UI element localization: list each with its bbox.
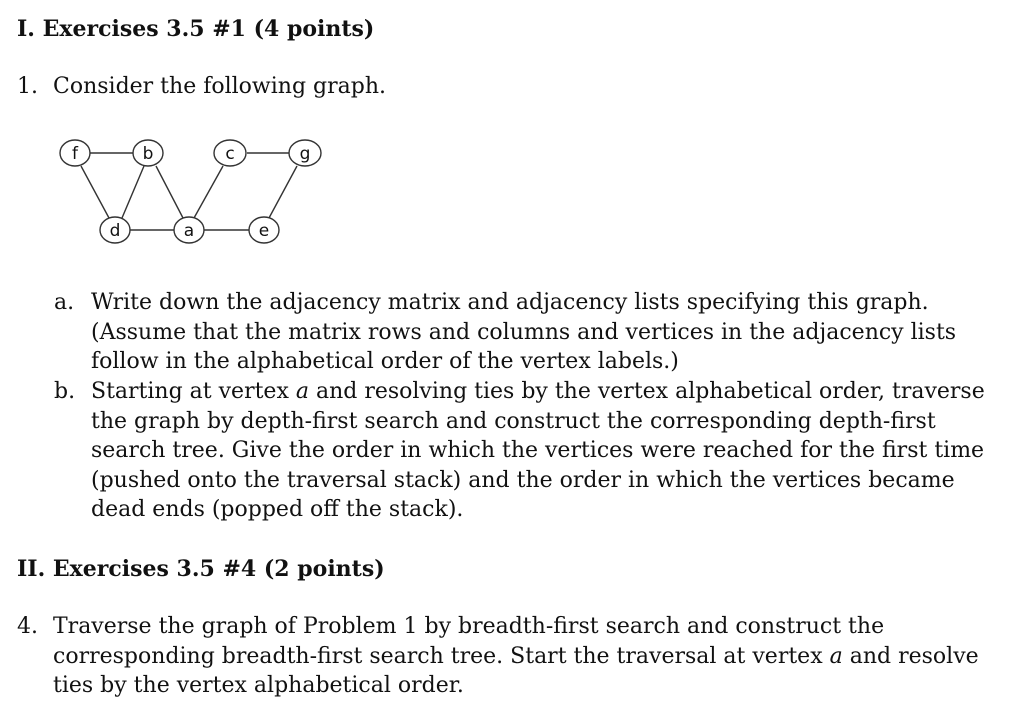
part-a-label: a. bbox=[54, 290, 75, 315]
problem-4-vertex-var: a bbox=[829, 643, 843, 669]
vertex-d: d bbox=[109, 221, 121, 241]
section-2-heading: II. Exercises 3.5 #4 (2 points) bbox=[17, 556, 385, 582]
vertex-a: a bbox=[183, 221, 195, 241]
vertex-f: f bbox=[72, 144, 78, 164]
problem-1-text: Consider the following graph. bbox=[53, 74, 386, 99]
edge-d-b bbox=[122, 166, 144, 218]
edge-b-a bbox=[156, 166, 183, 218]
part-b-text: Starting at vertex a and resolving ties by the vertex alphabetical order, traverse the graph by depth-first search and construct the corresponding depth-first search tree. Give the order in which the vertices were reached for the first time (pushed onto the traversal stack) and the order in which the vertices became dead ends (popped off the stack). bbox=[91, 379, 985, 522]
edge-f-d bbox=[81, 166, 109, 218]
edge-e-g bbox=[269, 166, 297, 218]
vertex-b: b bbox=[142, 144, 154, 164]
part-b-vertex-var: a bbox=[295, 379, 309, 404]
vertex-g: g bbox=[299, 144, 311, 164]
part-b-label: b. bbox=[54, 379, 76, 404]
edge-a-c bbox=[194, 166, 223, 218]
vertex-c: c bbox=[225, 144, 235, 164]
part-a-text: Write down the adjacency matrix and adjacency lists specifying this graph. (Assume that the matrix rows and columns and vertices in the adjacency lists follow in the alphabetical order of the vertex labels.) bbox=[91, 290, 957, 374]
section-1-heading: I. Exercises 3.5 #1 (4 points) bbox=[17, 16, 375, 42]
problem-4-number: 4. bbox=[17, 614, 38, 639]
problem-1-number: 1. bbox=[17, 74, 38, 99]
graph-figure bbox=[55, 128, 335, 250]
vertex-e: e bbox=[258, 221, 270, 241]
problem-4-text: Traverse the graph of Problem 1 by breadth-first search and construct the corresponding breadth-first search tree. Start the traversal at vertex a and resolve ties by the vertex alphabetical order. bbox=[53, 614, 979, 698]
